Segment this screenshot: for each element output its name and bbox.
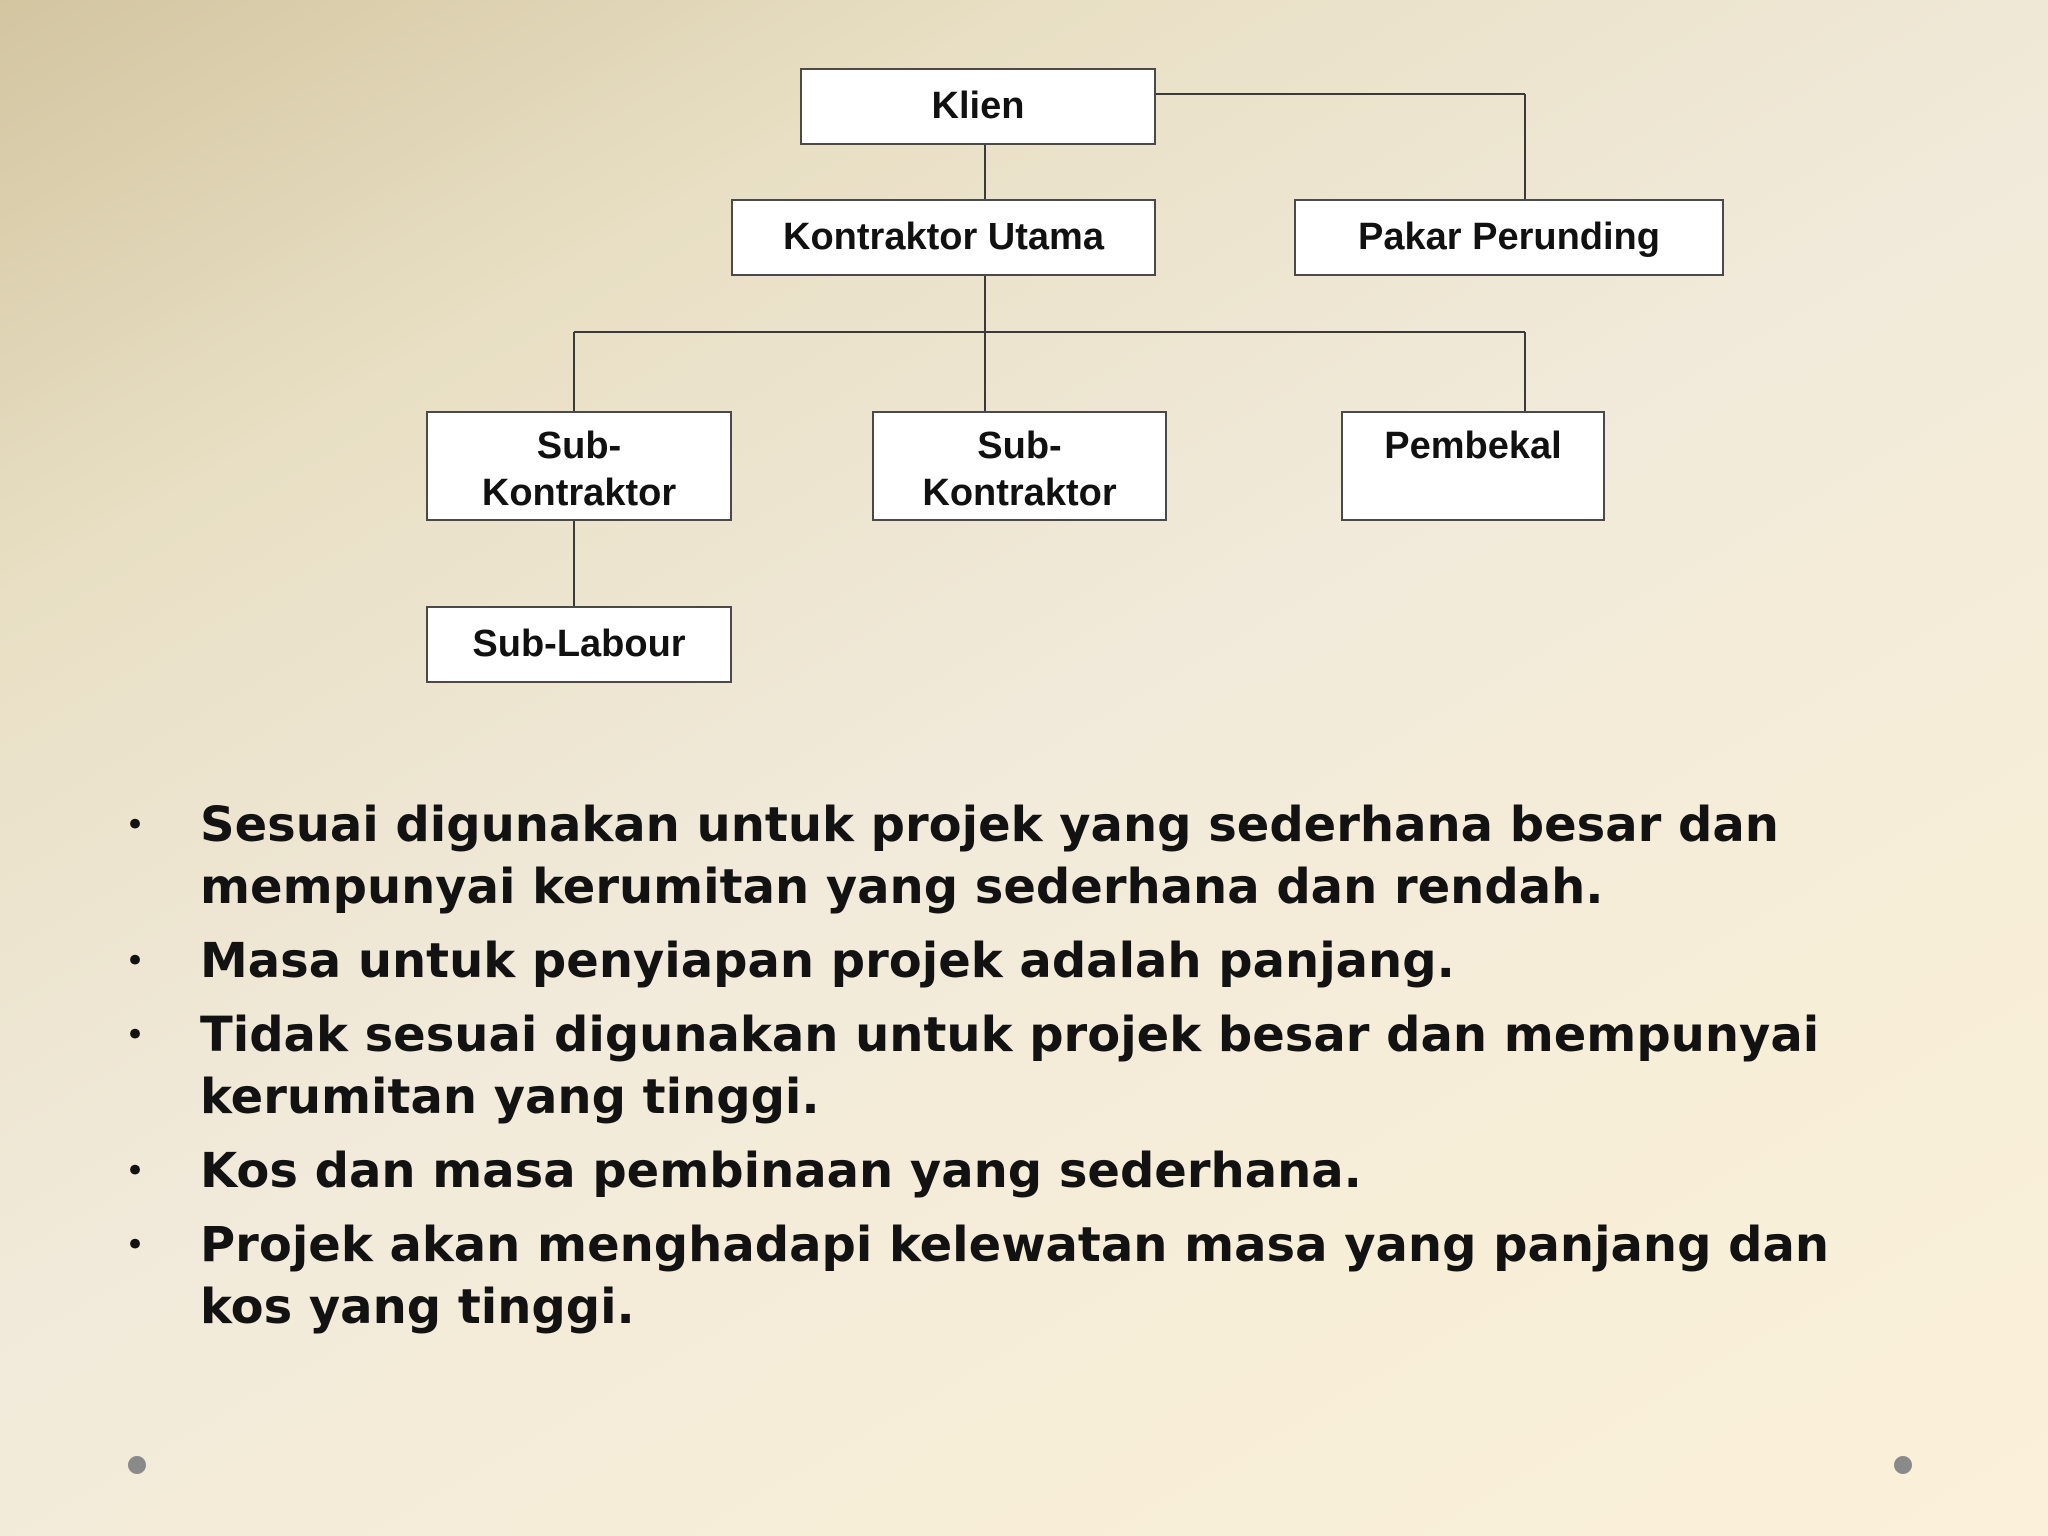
bullet-text: Projek akan menghadapi kelewatan masa yang panjang dan kos yang tinggi. bbox=[200, 1217, 1830, 1335]
slide-nav-dot-right bbox=[1894, 1456, 1912, 1474]
node-pembekal-label: Pembekal bbox=[1384, 425, 1562, 467]
node-sub-kontraktor-1-line2: Kontraktor bbox=[481, 472, 677, 514]
node-pakar-perunding bbox=[1294, 199, 1724, 276]
node-sub-labour-label: Sub-Labour bbox=[472, 623, 686, 665]
bullet-marker: • bbox=[124, 1151, 146, 1191]
bullet-text: Masa untuk penyiapan projek adalah panjang. bbox=[200, 933, 1455, 989]
node-sub-kontraktor-2-line2: Kontraktor bbox=[922, 472, 1117, 514]
node-pakar-perunding-label: Pakar Perunding bbox=[1358, 216, 1660, 258]
bullet-item bbox=[120, 1004, 1900, 1128]
node-sub-kontraktor-1 bbox=[426, 411, 732, 521]
node-sub-kontraktor-2-line1: Sub- bbox=[977, 425, 1062, 467]
node-pembekal bbox=[1341, 411, 1605, 521]
node-sub-kontraktor-1-line1: Sub- bbox=[536, 425, 622, 467]
bullet-marker: • bbox=[124, 805, 146, 845]
node-klien-label: Klien bbox=[931, 85, 1025, 127]
slide-nav-dot-left bbox=[128, 1456, 146, 1474]
node-sub-labour bbox=[426, 606, 732, 683]
node-klien bbox=[800, 68, 1156, 145]
bullet-marker: • bbox=[124, 941, 146, 981]
bullet-text: Sesuai digunakan untuk projek yang sederhana besar dan mempunyai kerumitan yang sederhana dan rendah. bbox=[200, 797, 1779, 915]
bullet-text: Tidak sesuai digunakan untuk projek besar dan mempunyai kerumitan yang tinggi. bbox=[200, 1007, 1820, 1125]
node-sub-kontraktor-2 bbox=[872, 411, 1167, 521]
node-kontraktor-utama-label: Kontraktor Utama bbox=[783, 216, 1104, 258]
node-kontraktor-utama bbox=[731, 199, 1156, 276]
bullet-item bbox=[120, 794, 1900, 918]
bullet-item bbox=[120, 930, 1900, 992]
bullet-marker: • bbox=[124, 1225, 146, 1265]
bullet-item bbox=[120, 1140, 1900, 1202]
bullet-item bbox=[120, 1214, 1900, 1338]
bullet-marker: • bbox=[124, 1015, 146, 1055]
bullet-list bbox=[120, 794, 1900, 1350]
bullet-text: Kos dan masa pembinaan yang sederhana. bbox=[200, 1143, 1362, 1199]
